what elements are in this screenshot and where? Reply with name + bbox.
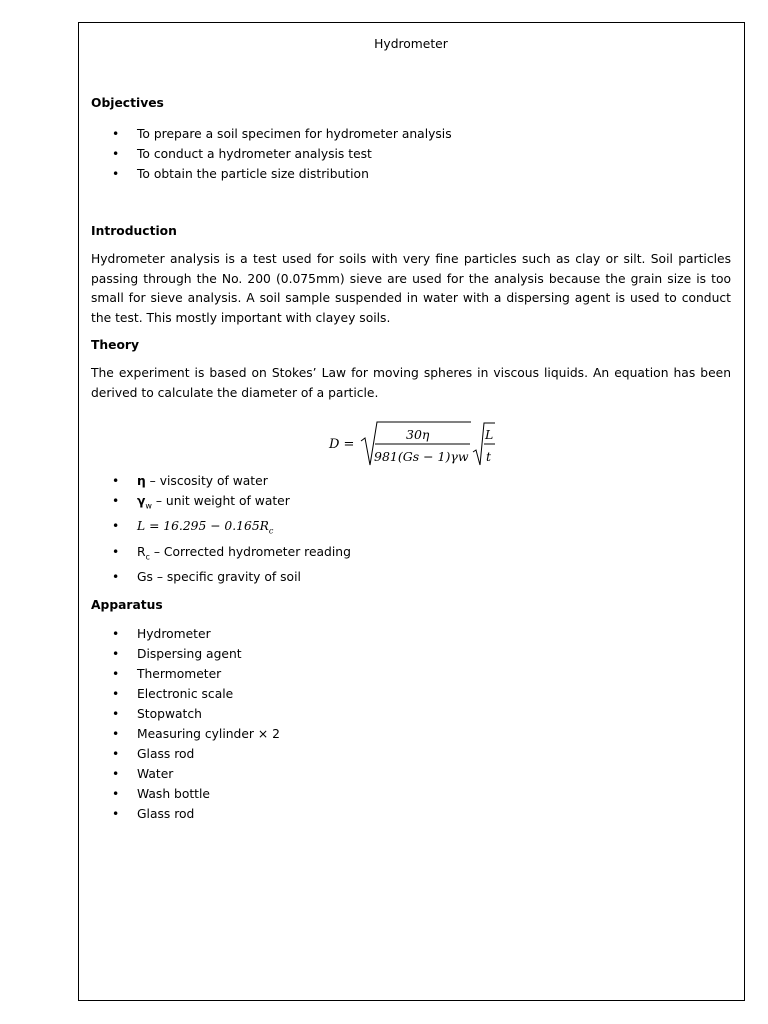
- bullet-icon: •: [112, 570, 120, 585]
- apparatus-list: [91, 624, 731, 824]
- list-item: • To conduct a hydrometer analysis test: [91, 144, 731, 164]
- list-item: • η – viscosity of water: [91, 471, 731, 491]
- list-item: • $R_c$ – Corrected hydrometer reading: [91, 542, 731, 567]
- apparatus-heading: Apparatus: [91, 598, 163, 613]
- equation-lhs: D =: [329, 437, 355, 452]
- bullet-icon: •: [112, 727, 120, 742]
- bullet-icon: •: [112, 627, 120, 642]
- list-item: • Stopwatch: [91, 704, 731, 724]
- list-item: • To prepare a soil specimen for hydrometer analysis: [91, 124, 731, 144]
- list-item: • Water: [91, 764, 731, 784]
- theory-paragraph: The experiment is based on Stokes’ Law for moving spheres in viscous liquids. An equation has been derived to calculate the diameter of a particle.: [91, 366, 731, 400]
- theory-heading: Theory: [91, 338, 140, 352]
- stokes-equation: [91, 403, 731, 471]
- equation-denominator: 981(Gs − 1)γw: [374, 449, 469, 464]
- variables-list: [91, 471, 731, 587]
- equation-inner-denominator: t: [486, 449, 492, 464]
- introduction-heading: Introduction: [91, 224, 177, 238]
- bullet-icon: •: [112, 544, 120, 559]
- bullet-icon: •: [112, 667, 120, 682]
- bullet-icon: •: [112, 519, 120, 534]
- list-item: • $\gamma_w$ – unit weight of water: [91, 491, 731, 516]
- list-item: • Wash bottle: [91, 784, 731, 804]
- bullet-icon: •: [112, 687, 120, 702]
- bullet-icon: •: [112, 787, 120, 802]
- bullet-icon: •: [112, 707, 120, 722]
- equation-graphic: [91, 403, 733, 471]
- document-title: Hydrometer: [374, 37, 448, 51]
- bullet-icon: •: [112, 474, 120, 488]
- list-item: • Electronic scale: [91, 684, 731, 704]
- objectives-list: [91, 124, 731, 184]
- equation-numerator: 30η: [406, 427, 430, 442]
- list-item: • Glass rod: [91, 804, 731, 824]
- list-item: • To obtain the particle size distribution: [91, 164, 731, 184]
- bullet-icon: •: [112, 767, 120, 782]
- objectives-heading: Objectives: [91, 96, 164, 110]
- bullet-icon: •: [112, 647, 120, 662]
- list-item: • Glass rod: [91, 744, 731, 764]
- document-content: [91, 23, 731, 824]
- bullet-icon: •: [112, 807, 120, 822]
- list-item: • Measuring cylinder × 2: [91, 724, 731, 744]
- bullet-icon: •: [112, 127, 120, 141]
- list-item: • Dispersing agent: [91, 644, 731, 664]
- bullet-icon: •: [112, 167, 120, 181]
- introduction-paragraph: Hydrometer analysis is a test used for soils with very fine particles such as clay or silt. Soil particles passing through the No. 200 (0.075mm) sieve are used for the analysis because the grain size is too small for sieve analysis. A soil sample suspended in water with a dispersing agent is used to conduct the test. This mostly important with clayey soils.: [91, 252, 731, 325]
- list-item: • Thermometer: [91, 664, 731, 684]
- list-item: • $L = 16.295 - 0.165R_c$: [91, 516, 731, 541]
- list-item: • Hydrometer: [91, 624, 731, 644]
- list-item: • Gs – specific gravity of soil: [91, 567, 731, 587]
- bullet-icon: •: [112, 747, 120, 762]
- bullet-icon: •: [112, 494, 120, 508]
- document-page: [78, 22, 745, 1001]
- equation-inner-numerator: L: [485, 427, 494, 442]
- bullet-icon: •: [112, 147, 120, 161]
